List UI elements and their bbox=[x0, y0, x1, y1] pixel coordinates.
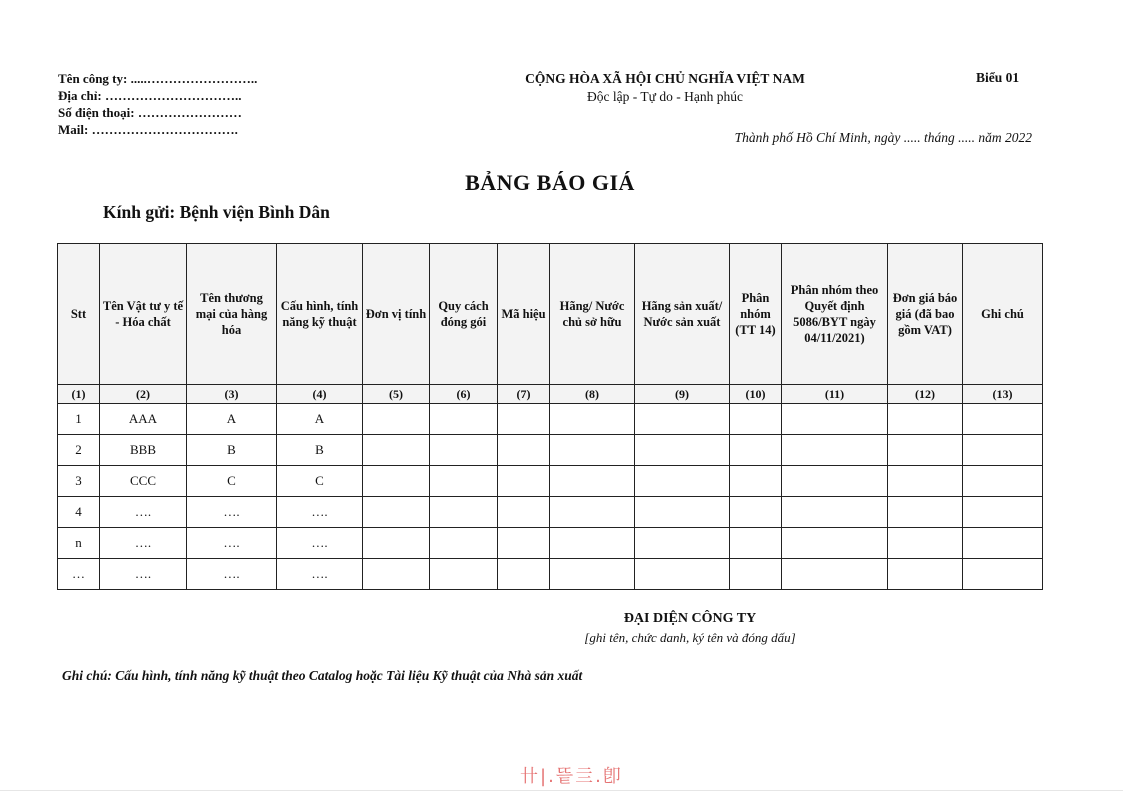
table-cell: 4 bbox=[58, 497, 100, 528]
table-cell bbox=[963, 559, 1043, 590]
representative-block bbox=[560, 611, 820, 646]
table-cell bbox=[963, 528, 1043, 559]
company-phone-line: Số điện thoại: …………………… bbox=[58, 105, 242, 120]
table-cell bbox=[963, 404, 1043, 435]
table-cell bbox=[550, 528, 635, 559]
table-cell: AAA bbox=[100, 404, 187, 435]
table-cell bbox=[430, 559, 498, 590]
table-cell bbox=[363, 528, 430, 559]
column-number: (5) bbox=[363, 385, 430, 404]
table-cell bbox=[363, 435, 430, 466]
table-cell bbox=[550, 404, 635, 435]
company-address-line: Địa chỉ: ………………………….. bbox=[58, 88, 242, 103]
table-cell: BBB bbox=[100, 435, 187, 466]
column-number: (4) bbox=[277, 385, 363, 404]
column-number: (8) bbox=[550, 385, 635, 404]
table-cell bbox=[363, 559, 430, 590]
header-cell: Phân nhóm theo Quyết định 5086/BYT ngày 04/11/2021) bbox=[782, 244, 888, 385]
table-header-row bbox=[58, 244, 1043, 385]
table-cell bbox=[498, 528, 550, 559]
column-number: (10) bbox=[730, 385, 782, 404]
header-cell: Hãng sản xuất/ Nước sản xuất bbox=[635, 244, 730, 385]
table-cell bbox=[498, 404, 550, 435]
column-number: (12) bbox=[888, 385, 963, 404]
column-number: (13) bbox=[963, 385, 1043, 404]
header-cell: Quy cách đóng gói bbox=[430, 244, 498, 385]
table-cell: …. bbox=[100, 497, 187, 528]
form-id: Biểu 01 bbox=[976, 70, 1020, 85]
table-body bbox=[58, 404, 1043, 590]
table-cell bbox=[550, 559, 635, 590]
header-cell: Hãng/ Nước chủ sở hữu bbox=[550, 244, 635, 385]
table-cell: …. bbox=[100, 559, 187, 590]
table-cell bbox=[430, 435, 498, 466]
column-number: (7) bbox=[498, 385, 550, 404]
table-cell bbox=[430, 466, 498, 497]
document-title: BẢNG BÁO GIÁ bbox=[465, 170, 635, 195]
table-cell bbox=[730, 528, 782, 559]
header-cell: Tên Vật tư y tế - Hóa chất bbox=[100, 244, 187, 385]
table-cell: B bbox=[277, 435, 363, 466]
header-cell: Ghi chú bbox=[963, 244, 1043, 385]
table-row bbox=[58, 528, 1043, 559]
table-cell bbox=[550, 497, 635, 528]
representative-instruction: [ghi tên, chức danh, ký tên và đóng dấu] bbox=[584, 630, 796, 645]
table-cell bbox=[363, 404, 430, 435]
column-number: (1) bbox=[58, 385, 100, 404]
table-cell bbox=[498, 497, 550, 528]
date-line: Thành phố Hồ Chí Minh, ngày ..... tháng ..... năm 2022 bbox=[734, 130, 1032, 145]
table-cell bbox=[635, 404, 730, 435]
company-info bbox=[58, 70, 257, 138]
table-cell bbox=[888, 559, 963, 590]
table-cell: …. bbox=[187, 559, 277, 590]
header-cell: Tên thương mại của hàng hóa bbox=[187, 244, 277, 385]
header-cell: Cấu hình, tính năng kỹ thuật bbox=[277, 244, 363, 385]
table-cell bbox=[430, 404, 498, 435]
table-row bbox=[58, 497, 1043, 528]
table-cell bbox=[730, 497, 782, 528]
national-header bbox=[440, 70, 890, 106]
table-cell bbox=[730, 435, 782, 466]
header-cell: Stt bbox=[58, 244, 100, 385]
table-cell bbox=[430, 528, 498, 559]
table-cell: 3 bbox=[58, 466, 100, 497]
table-cell: A bbox=[277, 404, 363, 435]
table-cell bbox=[363, 466, 430, 497]
table-cell bbox=[363, 497, 430, 528]
quote-table bbox=[57, 243, 1043, 590]
table-cell: n bbox=[58, 528, 100, 559]
table-cell: C bbox=[277, 466, 363, 497]
table-cell bbox=[635, 466, 730, 497]
table-cell: 2 bbox=[58, 435, 100, 466]
table-cell bbox=[550, 466, 635, 497]
table-cell bbox=[782, 528, 888, 559]
national-title: CỘNG HÒA XÃ HỘI CHỦ NGHĨA VIỆT NAM bbox=[525, 71, 805, 86]
table-cell bbox=[782, 466, 888, 497]
table-cell bbox=[963, 497, 1043, 528]
column-number: (2) bbox=[100, 385, 187, 404]
stamp-fragment: 卄|.띁亖.卽 bbox=[520, 766, 623, 787]
national-motto: Độc lập - Tự do - Hạnh phúc bbox=[587, 89, 743, 104]
table-cell: B bbox=[187, 435, 277, 466]
table-cell bbox=[888, 497, 963, 528]
table-cell: …. bbox=[277, 559, 363, 590]
table-cell bbox=[782, 435, 888, 466]
table-cell bbox=[888, 466, 963, 497]
table-cell: …. bbox=[187, 497, 277, 528]
table-cell bbox=[782, 559, 888, 590]
table-cell bbox=[498, 435, 550, 466]
company-name-line: Tên công ty: .....…………………….. bbox=[58, 71, 258, 86]
table-row bbox=[58, 466, 1043, 497]
header-cell: Đơn giá báo giá (đã bao gồm VAT) bbox=[888, 244, 963, 385]
table-cell: CCC bbox=[100, 466, 187, 497]
table-cell bbox=[730, 559, 782, 590]
footnote: Ghi chú: Cấu hình, tính năng kỹ thuật theo Catalog hoặc Tài liệu Kỹ thuật của Nhà sản xuất bbox=[62, 668, 583, 683]
table-cell bbox=[963, 435, 1043, 466]
column-number-row bbox=[58, 385, 1043, 404]
recipient-line: Kính gửi: Bệnh viện Bình Dân bbox=[103, 202, 330, 222]
table-cell: … bbox=[58, 559, 100, 590]
table-cell bbox=[635, 559, 730, 590]
table-cell bbox=[888, 404, 963, 435]
table-cell bbox=[730, 404, 782, 435]
table-cell bbox=[963, 466, 1043, 497]
header-cell: Phân nhóm (TT 14) bbox=[730, 244, 782, 385]
header-cell: Đơn vị tính bbox=[363, 244, 430, 385]
page-bottom-edge bbox=[0, 790, 1123, 791]
table-cell bbox=[888, 528, 963, 559]
table-row bbox=[58, 559, 1043, 590]
table-cell bbox=[782, 497, 888, 528]
table-cell bbox=[550, 435, 635, 466]
table-cell bbox=[498, 559, 550, 590]
table-cell bbox=[635, 435, 730, 466]
table-cell: 1 bbox=[58, 404, 100, 435]
column-number: (3) bbox=[187, 385, 277, 404]
table-cell bbox=[730, 466, 782, 497]
table-cell: …. bbox=[100, 528, 187, 559]
column-number: (6) bbox=[430, 385, 498, 404]
table-cell bbox=[635, 497, 730, 528]
table-cell: …. bbox=[277, 528, 363, 559]
table-row bbox=[58, 435, 1043, 466]
column-number: (11) bbox=[782, 385, 888, 404]
table-cell: …. bbox=[187, 528, 277, 559]
table-cell: A bbox=[187, 404, 277, 435]
table-cell bbox=[635, 528, 730, 559]
table-cell bbox=[498, 466, 550, 497]
header-cell: Mã hiệu bbox=[498, 244, 550, 385]
column-number: (9) bbox=[635, 385, 730, 404]
company-mail-line: Mail: ……………………………. bbox=[58, 122, 238, 137]
table-cell bbox=[782, 404, 888, 435]
table-cell: …. bbox=[277, 497, 363, 528]
table-cell bbox=[888, 435, 963, 466]
table-cell: C bbox=[187, 466, 277, 497]
table-row bbox=[58, 404, 1043, 435]
table-cell bbox=[430, 497, 498, 528]
representative-title: ĐẠI DIỆN CÔNG TY bbox=[623, 611, 757, 626]
